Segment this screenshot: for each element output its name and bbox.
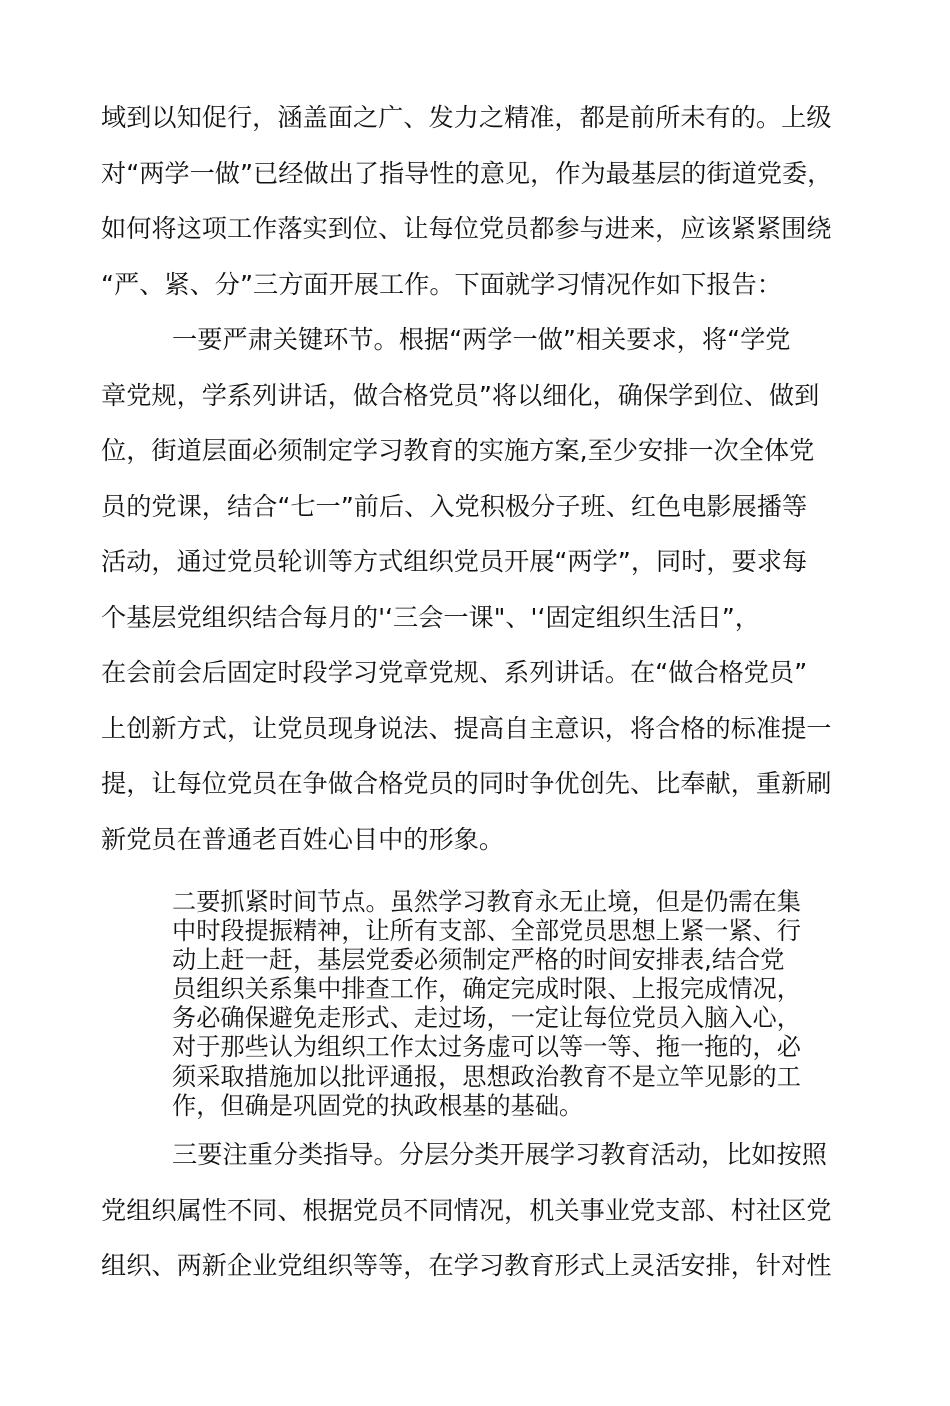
text-line: 章党规，学系列讲话，做合格党员”将以细化，确保学到位、做到 [101,381,820,410]
text-line: 中时段提振精神，让所有支部、全部党员思想上紧一紧、行 [172,917,801,945]
text-line: 提，让每位党员在争做合格党员的同时争优创先、比奉献，重新刷 [101,769,832,798]
text-line: 位，街道层面必须制定学习教育的实施方案,至少安排一次全体党 [101,436,815,465]
text-line: 动上赶一赶，基层党委必须制定严格的时间安排表,结合党 [172,946,785,974]
text-line: 对于那些认为组织工作太过务虚可以等一等、拖一拖的，必 [172,1033,801,1061]
text-line: 域到以知促行，涵盖面之广、发力之精准，都是前所未有的。上级 [101,103,832,132]
text-line: 新党员在普通老百姓心目中的形象。 [101,825,504,854]
text-line: 作，但确是巩固党的执政根基的基础。 [172,1092,584,1120]
text-line: 务必确保避免走形式、走过场，一定让每位党员入脑入心， [172,1004,801,1032]
text-line: 在会前会后固定时段学习党章党规、系列讲话。在“做合格党员” [101,658,808,687]
text-line: “严、紧、分”三方面开展工作。下面就学习情况作如下报告： [101,270,782,299]
text-line: 须采取措施加以批评通报，思想政治教育不是立竿见影的工 [172,1063,801,1091]
text-line: 员的党课，结合“七一”前后、入党积极分子班、红色电影展播等 [101,492,808,521]
text-line: 一要严肃关键环节。根据“两学一做”相关要求，将“学党 [172,325,791,354]
text-line: 三要注重分类指导。分层分类开展学习教育活动，比如按照 [172,1140,827,1169]
text-line: 员组织关系集中排查工作，确定完成时限、上报完成情况， [172,975,801,1003]
text-line: 对“两学一做”已经做出了指导性的意见，作为最基层的街道党委， [101,159,833,188]
text-line: 组织、两新企业党组织等等，在学习教育形式上灵活安排，针对性 [101,1251,832,1280]
text-line: 党组织属性不同、根据党员不同情况，机关事业党支部、村社区党 [101,1196,832,1225]
text-line: 二要抓紧时间节点。虽然学习教育永无止境，但是仍需在集 [172,888,801,916]
text-line: 如何将这项工作落实到位、让每位党员都参与进来，应该紧紧围绕 [101,214,832,243]
text-line: 个基层党组织结合每月的'‘三会一课"、'‘固定组织生活日”， [101,603,760,632]
text-line: 上创新方式，让党员现身说法、提高自主意识，将合格的标准提一 [101,714,832,743]
text-line: 活动，通过党员轮训等方式组织党员开展“两学”，同时，要求每 [101,547,808,576]
